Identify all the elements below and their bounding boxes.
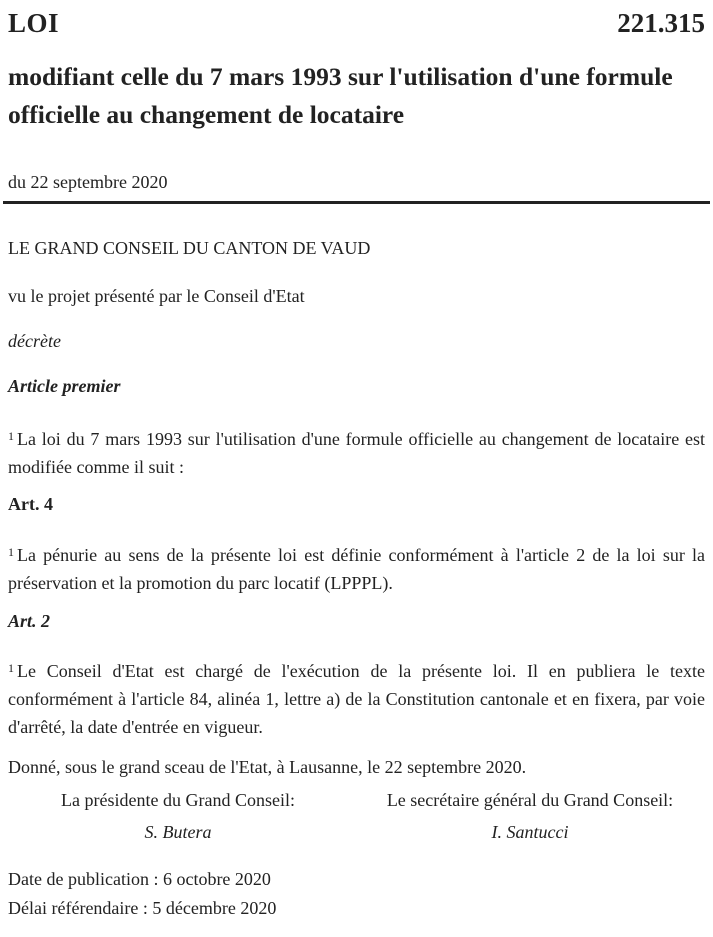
referendum-deadline: Délai référendaire : 5 décembre 2020 [8, 898, 277, 918]
document-date: du 22 septembre 2020 [8, 172, 168, 192]
signature-block-president [18, 790, 338, 843]
header-divider [3, 201, 710, 204]
signatory-name: I. Santucci [491, 822, 569, 842]
paragraph-text: La pénurie au sens de la présente loi est définie conformément à l'article 2 de la loi sur la préservation et la promotion du parc locatif (LPPPL). [8, 545, 705, 593]
preamble-decrees: décrète [8, 331, 61, 351]
preamble-considering: vu le projet présenté par le Conseil d'Etat [8, 286, 305, 306]
paragraph-text: Le Conseil d'Etat est chargé de l'exécution de la présente loi. Il en publiera le texte conformément à l'article 84, alinéa 1, lettre a) de la Constitution cantonale et en fixera, par voie d'arrêté, la date d'entrée en vigueur. [8, 661, 705, 737]
signatory-name: S. Butera [144, 822, 212, 842]
document-number: 221.315 [617, 8, 705, 38]
publication-date: Date de publication : 6 octobre 2020 [8, 869, 271, 889]
article-paragraph [8, 654, 705, 741]
signatory-role: Le secrétaire général du Grand Conseil: [386, 790, 674, 810]
enacting-authority: LE GRAND CONSEIL DU CANTON DE VAUD [8, 238, 371, 258]
document-title: modifiant celle du 7 mars 1993 sur l'utilisation d'une formule officielle au changement de locataire [8, 62, 673, 129]
article-paragraph [8, 422, 705, 481]
signatory-role: La présidente du Grand Conseil: [61, 790, 295, 810]
paragraph-number: 1 [8, 661, 14, 675]
article-heading: Article premier [8, 376, 121, 396]
article-heading: Art. 4 [8, 494, 53, 514]
document-type: LOI [8, 8, 60, 38]
article-paragraph [8, 538, 705, 597]
paragraph-number: 1 [8, 429, 14, 443]
paragraph-number: 1 [8, 545, 14, 559]
closing-formula: Donné, sous le grand sceau de l'Etat, à Lausanne, le 22 septembre 2020. [8, 757, 527, 777]
article-heading: Art. 2 [8, 611, 51, 631]
paragraph-text: La loi du 7 mars 1993 sur l'utilisation d'une formule officielle au changement de locataire est modifiée comme il suit : [8, 429, 705, 477]
signature-block-secretary [355, 790, 705, 843]
